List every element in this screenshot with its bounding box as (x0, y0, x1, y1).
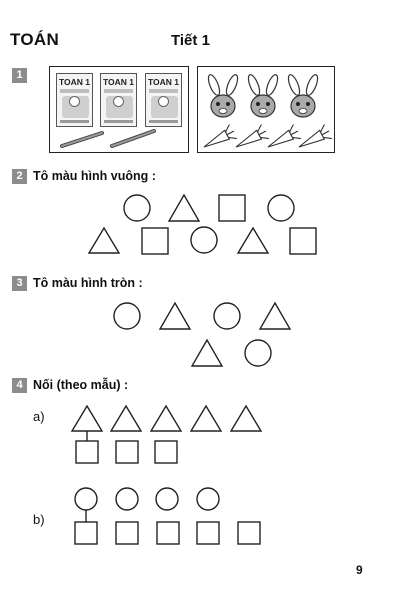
triangle-shape (231, 406, 261, 431)
book-cover-title: TOAN 1 (147, 77, 180, 87)
square-shape (116, 441, 138, 463)
triangle-shape (151, 406, 181, 431)
triangle-shape (89, 228, 119, 253)
circle-shape (268, 195, 294, 221)
circle-shape (245, 340, 271, 366)
triangle-shape (72, 406, 102, 431)
circle-shape (124, 195, 150, 221)
lesson-title: Tiết 1 (171, 32, 210, 49)
circle-shape (191, 227, 217, 253)
square-shape (142, 228, 168, 254)
exercise-3-title: Tô màu hình tròn : (33, 276, 143, 290)
square-shape (290, 228, 316, 254)
square-shape (219, 195, 245, 221)
triangle-shape (192, 340, 222, 366)
triangle-shape (260, 303, 290, 329)
triangle-shape (191, 406, 221, 431)
circle-shape (116, 488, 138, 510)
square-shape (155, 441, 177, 463)
triangle-shape (169, 195, 199, 221)
square-shape (238, 522, 260, 544)
page-number: 9 (356, 563, 363, 577)
part-a-label: a) (33, 409, 45, 424)
circle-shape (197, 488, 219, 510)
circle-shape (214, 303, 240, 329)
circle-shape (75, 488, 97, 510)
triangle-shape (238, 228, 268, 253)
triangle-shape (160, 303, 190, 329)
book-cover-title: TOAN 1 (58, 77, 91, 87)
square-shape (116, 522, 138, 544)
exercise-4-badge: 4 (12, 378, 27, 393)
circle-shape (114, 303, 140, 329)
exercise-2-badge: 2 (12, 169, 27, 184)
square-shape (75, 522, 97, 544)
circle-shape (156, 488, 178, 510)
exercise-4-title: Nối (theo mẫu) : (33, 378, 129, 392)
exercise-1-badge: 1 (12, 68, 27, 83)
square-shape (76, 441, 98, 463)
square-shape (157, 522, 179, 544)
subject-title: TOÁN (10, 30, 60, 49)
square-shape (197, 522, 219, 544)
exercise-2-title: Tô màu hình vuông : (33, 169, 156, 183)
book-cover-title: TOAN 1 (102, 77, 135, 87)
part-b-label: b) (33, 512, 45, 527)
triangle-shape (111, 406, 141, 431)
exercise-3-badge: 3 (12, 276, 27, 291)
